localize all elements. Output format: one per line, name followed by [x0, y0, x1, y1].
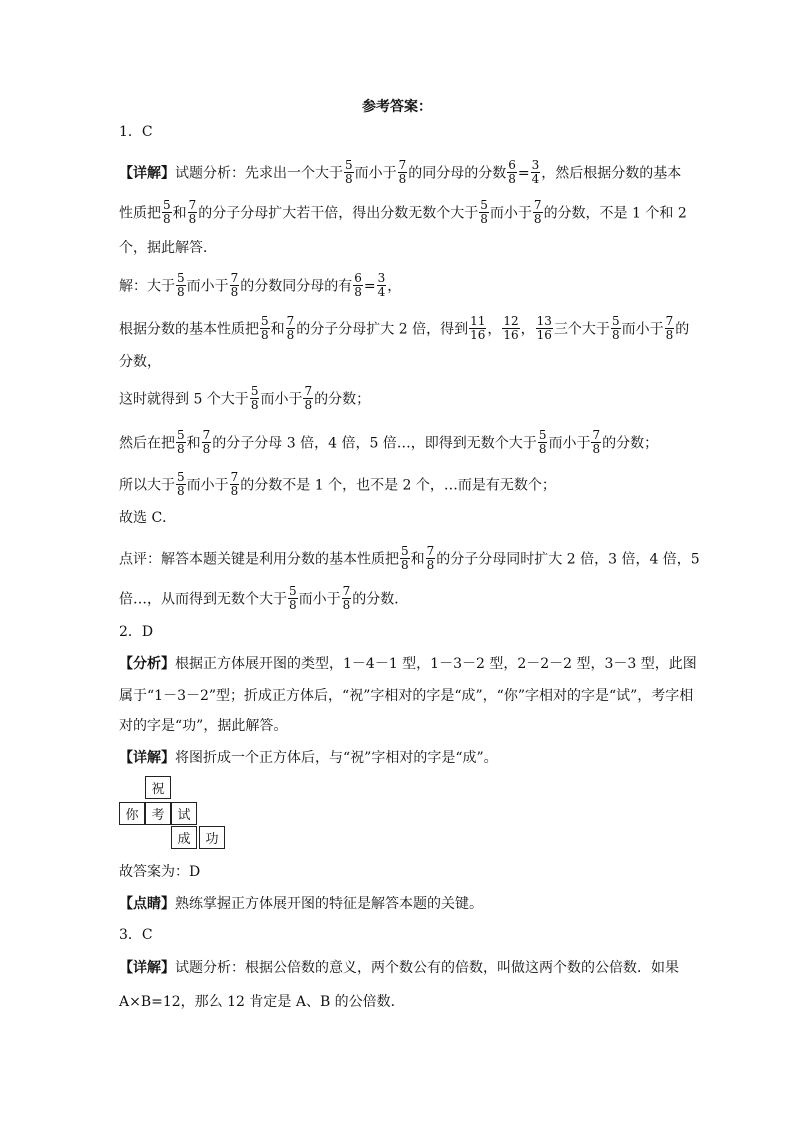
q1-line-12 [119, 586, 408, 613]
q1-line-2 [119, 200, 687, 227]
analysis-tag: 【分析】 [119, 656, 175, 672]
fraction-3-4: $\frac{3}{4}$ [377, 271, 386, 299]
fraction-12-16: $\frac{12}{16}$ [503, 314, 519, 342]
fraction-13-16: $\frac{13}{16}$ [536, 314, 552, 342]
net-cell-gong: 功 [199, 826, 225, 849]
fraction-6-8: $\frac{6}{8}$ [354, 271, 362, 299]
text: 这时就得到 5 个大于 [119, 391, 249, 408]
q1-line-10: 故选 C． [119, 510, 177, 526]
fraction-5-8: $\frac{5}{8}$ [289, 584, 297, 612]
text: 而小于 [260, 391, 303, 408]
q3-detail-line-1 [119, 958, 679, 978]
fraction-5-8: $\frac{5}{8}$ [163, 198, 171, 226]
fraction-11-16: $\frac{11}{16}$ [470, 314, 486, 342]
net-cell-kao: 考 [145, 802, 171, 825]
fraction-5-8: $\frac{5}{8}$ [480, 198, 488, 226]
q1-line-9 [119, 472, 556, 499]
net-cell-zhu: 祝 [145, 776, 171, 799]
q1-line-4 [119, 273, 401, 300]
fraction-7-8: $\frac{7}{8}$ [286, 314, 295, 342]
text: = [517, 165, 530, 182]
text: 的分子分母同时扩大 2 倍，3 倍，4 倍，5 [436, 551, 700, 568]
text: 根据正方体展开图的类型，1－4－1 型，1－3－2 型，2－2－2 型，3－3 型，此图 [175, 656, 697, 672]
q1-line-6: 分数， [119, 354, 161, 370]
q2-answer: 故答案为：D [119, 864, 201, 880]
text: 解：大于 [119, 278, 175, 295]
q2-comment [119, 894, 483, 914]
text: 的分子分母扩大 2 倍，得到 [296, 321, 469, 338]
text: 然后在把 [119, 435, 175, 452]
fraction-5-8: $\frac{5}{8}$ [177, 271, 185, 299]
text: 而小于 [621, 321, 664, 338]
detail-tag: 【详解】 [119, 750, 175, 766]
fraction-7-8: $\frac{7}{8}$ [426, 544, 435, 572]
text: ， [387, 278, 402, 295]
fraction-7-8: $\frac{7}{8}$ [230, 470, 239, 498]
fraction-7-8: $\frac{7}{8}$ [202, 428, 211, 456]
text: 而小于 [186, 477, 229, 494]
text: 将图折成一个正方体后，与“祝”字相对的字是“成”。 [175, 750, 498, 766]
text: 的 [675, 321, 690, 338]
text: 和 [270, 321, 285, 338]
text: 根据分数的基本性质把 [119, 321, 259, 338]
text: 三个大于 [553, 321, 610, 338]
text: ，然后根据分数的基本 [541, 165, 682, 182]
text: 性质把 [119, 205, 161, 222]
detail-tag: 【详解】 [119, 960, 175, 976]
fraction-7-8: $\frac{7}{8}$ [188, 198, 197, 226]
fraction-7-8: $\frac{7}{8}$ [230, 271, 239, 299]
q2-number: 2．D [119, 624, 154, 640]
fraction-7-8: $\frac{7}{8}$ [304, 384, 313, 412]
fraction-7-8: $\frac{7}{8}$ [533, 198, 542, 226]
detail-tag: 【详解】 [119, 165, 175, 182]
q2-analysis-line-2: 属于“1－3－2”型；折成正方体后，“祝”字相对的字是“成”，“你”字相对的字是“试”，考字相 [119, 688, 694, 704]
text: ， [520, 321, 535, 338]
text: 的分数； [602, 435, 659, 452]
fraction-5-8: $\frac{5}{8}$ [177, 470, 185, 498]
text: 的同分母的分数 [408, 165, 507, 182]
q2-analysis-line-1 [119, 654, 697, 674]
text: = [363, 278, 376, 295]
net-cell-shi: 试 [171, 802, 197, 825]
text: 和 [410, 551, 425, 568]
text: 的分子分母扩大若干倍，得出分数无数个大于 [198, 205, 479, 222]
q1-line-8 [119, 430, 658, 457]
q2-detail [119, 748, 498, 768]
text: 的分数不是 1 个，也不是 2 个，…而是有无数个； [240, 477, 556, 494]
q2-analysis-line-3: 对的字是“功”，据此解答。 [119, 718, 288, 734]
text: 而小于 [354, 165, 397, 182]
text: ， [487, 321, 502, 338]
net-cell-cheng: 成 [171, 826, 197, 849]
text: 的分数； [314, 391, 371, 408]
q3-detail-line-2: A×B=12，那么 12 肯定是 A、B 的公倍数． [119, 994, 405, 1010]
fraction-5-8: $\frac{5}{8}$ [345, 158, 353, 186]
q1-line-3: 个，据此解答． [119, 240, 217, 256]
text: 而小于 [548, 435, 591, 452]
fraction-5-8: $\frac{5}{8}$ [538, 428, 547, 456]
fraction-7-8: $\frac{7}{8}$ [398, 158, 407, 186]
page-title: 参考答案： [362, 99, 432, 115]
text: 的分数同分母的有 [240, 278, 353, 295]
fraction-6-8: $\frac{6}{8}$ [508, 158, 516, 186]
text: 的分数，不是 1 个和 2 [543, 205, 687, 222]
text: 而小于 [489, 205, 532, 222]
text: 所以大于 [119, 477, 175, 494]
comment-tag: 【点睛】 [119, 896, 175, 912]
q3-number: 3．C [119, 927, 153, 943]
text: 试题分析：先求出一个大于 [175, 165, 343, 182]
text: 而小于 [186, 278, 229, 295]
fraction-5-8: $\frac{5}{8}$ [177, 428, 185, 456]
fraction-7-8: $\frac{7}{8}$ [342, 584, 351, 612]
text: 试题分析：根据公倍数的意义，两个数公有的倍数，叫做这两个数的公倍数．如果 [175, 960, 679, 976]
text: 倍…，从而得到无数个大于 [119, 591, 287, 608]
fraction-5-8: $\frac{5}{8}$ [611, 314, 620, 342]
fraction-5-8: $\frac{5}{8}$ [250, 384, 259, 412]
q1-line-7 [119, 386, 370, 413]
q1-line-1 [119, 160, 681, 187]
q1-line-5 [119, 316, 689, 343]
text: 和 [186, 435, 201, 452]
q1-number: 1．C [119, 124, 153, 140]
q1-line-11 [119, 546, 700, 573]
text: 和 [172, 205, 187, 222]
text: 熟练掌握正方体展开图的特征是解答本题的关键。 [175, 896, 483, 912]
fraction-5-8: $\frac{5}{8}$ [401, 544, 409, 572]
fraction-5-8: $\frac{5}{8}$ [261, 314, 269, 342]
text: 而小于 [298, 591, 341, 608]
fraction-7-8: $\frac{7}{8}$ [592, 428, 601, 456]
fraction-7-8: $\frac{7}{8}$ [665, 314, 674, 342]
text: 的分数． [352, 591, 409, 608]
net-cell-ni: 你 [119, 802, 145, 825]
fraction-3-4: $\frac{3}{4}$ [531, 158, 540, 186]
text: 的分子分母 3 倍，4 倍，5 倍…，即得到无数个大于 [212, 435, 537, 452]
text: 点评：解答本题关键是利用分数的基本性质把 [119, 551, 399, 568]
